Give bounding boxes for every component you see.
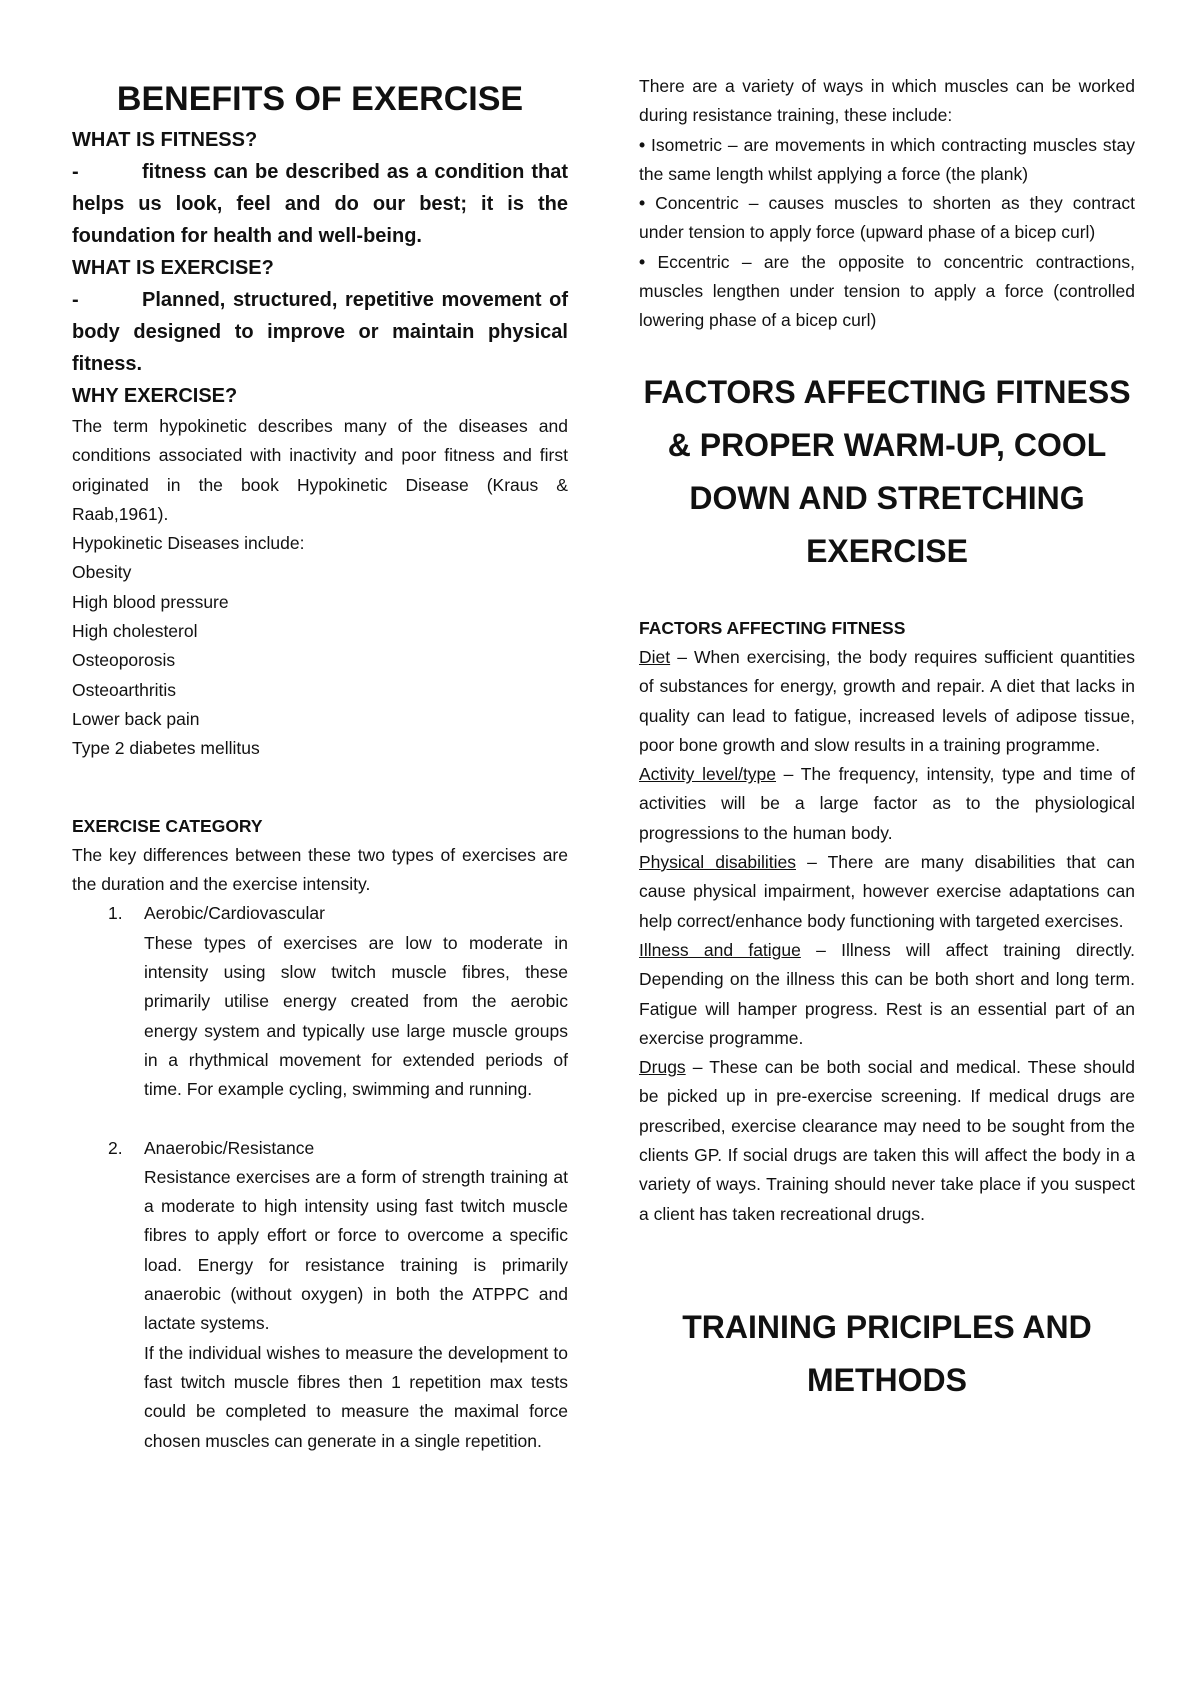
resistance-intro: There are a variety of ways in which muscles can be worked during resistance training, these include: [639, 76, 1135, 126]
fitness-definition [72, 156, 568, 252]
factor-text: – Illness will affect training directly. Depending on the illness this can be both short and long term. Fatigue will hamper progress. Rest is an essential part of an exercise programme. [639, 939, 1136, 1048]
factor-diet [639, 643, 1135, 760]
exercise-dash: - [72, 289, 79, 311]
factor-term: Diet [639, 646, 671, 667]
factor-term: Physical disabilities [639, 852, 796, 873]
category-list [72, 899, 568, 1455]
bullet-text: Isometric – are movements in which contracting muscles stay the same length whilst applying a force (the plank) [639, 134, 1135, 184]
bullet-icon: • [639, 134, 646, 155]
disease-item: Obesity [72, 562, 132, 583]
bullet-isometric [639, 131, 1135, 190]
category-heading: EXERCISE CATEGORY [72, 815, 263, 836]
page-title: BENEFITS OF EXERCISE [116, 80, 524, 118]
fitness-heading: WHAT IS FITNESS? [72, 129, 258, 151]
disease-item: High cholesterol [72, 621, 198, 642]
factor-text: – There are many disabilities that can cause physical impairment, however exercise adaptations can help correct/enhance body functioning with targeted exercises. [639, 852, 1136, 931]
bullet-text: Concentric – causes muscles to shorten as they contract under tension to apply force (upward phase of a bicep curl) [639, 193, 1135, 243]
diseases-intro: Hypokinetic Diseases include: [72, 533, 305, 554]
bullet-concentric [639, 189, 1135, 248]
bullet-icon: • [639, 251, 646, 272]
exercise-definition [72, 284, 568, 380]
factor-drugs [639, 1053, 1135, 1229]
category-description: These types of exercises are low to moderate in intensity using slow twitch muscle fibres, these primarily utilise energy created from the aerobic energy system and typically use large muscle groups in a rhythmical movement for extended periods of time. For example cycling, swimming and running. [144, 932, 568, 1100]
bullet-icon: • [639, 193, 646, 214]
exercise-heading: WHAT IS EXERCISE? [72, 257, 274, 279]
factor-text: – When exercising, the body requires sufficient quantities of substances for energy, growth and repair. A diet that lacks in quality can lead to fatigue, increased levels of adipose tissue, poor bone growth and slow results in a training programme. [639, 646, 1135, 755]
why-heading: WHY EXERCISE? [72, 385, 238, 407]
category-number: 1. [108, 903, 123, 924]
category-name: Aerobic/Cardiovascular [144, 903, 325, 924]
factor-text: – These can be both social and medical. These should be picked up in pre-exercise screening. If medical drugs are prescribed, exercise clearance may need to be sought from the clients GP. If social drugs are taken this will affect the body in a variety of ways. Training should never take place if you suspect a client has taken recreational drugs. [639, 1057, 1135, 1224]
disease-item: Type 2 diabetes mellitus [72, 738, 260, 759]
left-column [72, 0, 568, 1456]
fitness-dash: - [72, 161, 79, 183]
disease-item: Osteoporosis [72, 650, 176, 671]
section-title-factors: FACTORS AFFECTING FITNESS & PROPER WARM-UP, COOL DOWN AND STRETCHING EXERCISE [643, 373, 1131, 569]
fitness-text: fitness can be described as a condition that helps us look, feel and do our best; it is the foundation for health and well-being. [72, 161, 568, 247]
bullet-text: Eccentric – are the opposite to concentric contractions, muscles lengthen under tension to apply a force (controlled lowering phase of a bicep curl) [639, 251, 1135, 331]
factor-term: Drugs [639, 1057, 686, 1078]
exercise-text: Planned, structured, repetitive movement of body designed to improve or maintain physical fitness. [72, 289, 568, 375]
factors-heading: FACTORS AFFECTING FITNESS [639, 617, 906, 638]
factor-disabilities [639, 848, 1135, 936]
disease-list [72, 558, 568, 763]
category-number: 2. [108, 1137, 123, 1158]
factor-activity [639, 760, 1135, 848]
bullet-eccentric [639, 248, 1135, 336]
factor-term: Illness and fatigue [639, 939, 801, 960]
disease-item: Lower back pain [72, 708, 200, 729]
contraction-list [639, 131, 1135, 336]
category-description: Resistance exercises are a form of strength training at a moderate to high intensity using fast twitch muscle fibres to apply effort or force to overcome a specific load. Energy for resistance training is primarily anaerobic (without oxygen) in both the ATPPC and lactate systems. [144, 1166, 568, 1334]
category-item-aerobic [72, 899, 568, 1104]
factor-text: – The frequency, intensity, type and time of activities will be a large factor as to the physiological progressions to the human body. [639, 764, 1135, 843]
category-name: Anaerobic/Resistance [144, 1137, 315, 1158]
category-intro: The key differences between these two types of exercises are the duration and the exercise intensity. [72, 844, 568, 895]
factor-term: Activity level/type [639, 764, 777, 785]
disease-item: High blood pressure [72, 591, 229, 612]
category-item-anaerobic [72, 1134, 568, 1456]
why-text: The term hypokinetic describes many of the diseases and conditions associated with inactivity and poor fitness and first originated in the book Hypokinetic Disease (Kraus & Raab,1961). [72, 416, 568, 524]
right-column [639, 72, 1135, 1407]
disease-item: Osteoarthritis [72, 679, 177, 700]
section-title-training: TRAINING PRICIPLES AND METHODS [682, 1308, 1092, 1398]
category-description: If the individual wishes to measure the development to fast twitch muscle fibres then 1 repetition max tests could be completed to measure the maximal force chosen muscles can generate in a single repetition. [144, 1342, 568, 1451]
factor-illness [639, 936, 1135, 1053]
